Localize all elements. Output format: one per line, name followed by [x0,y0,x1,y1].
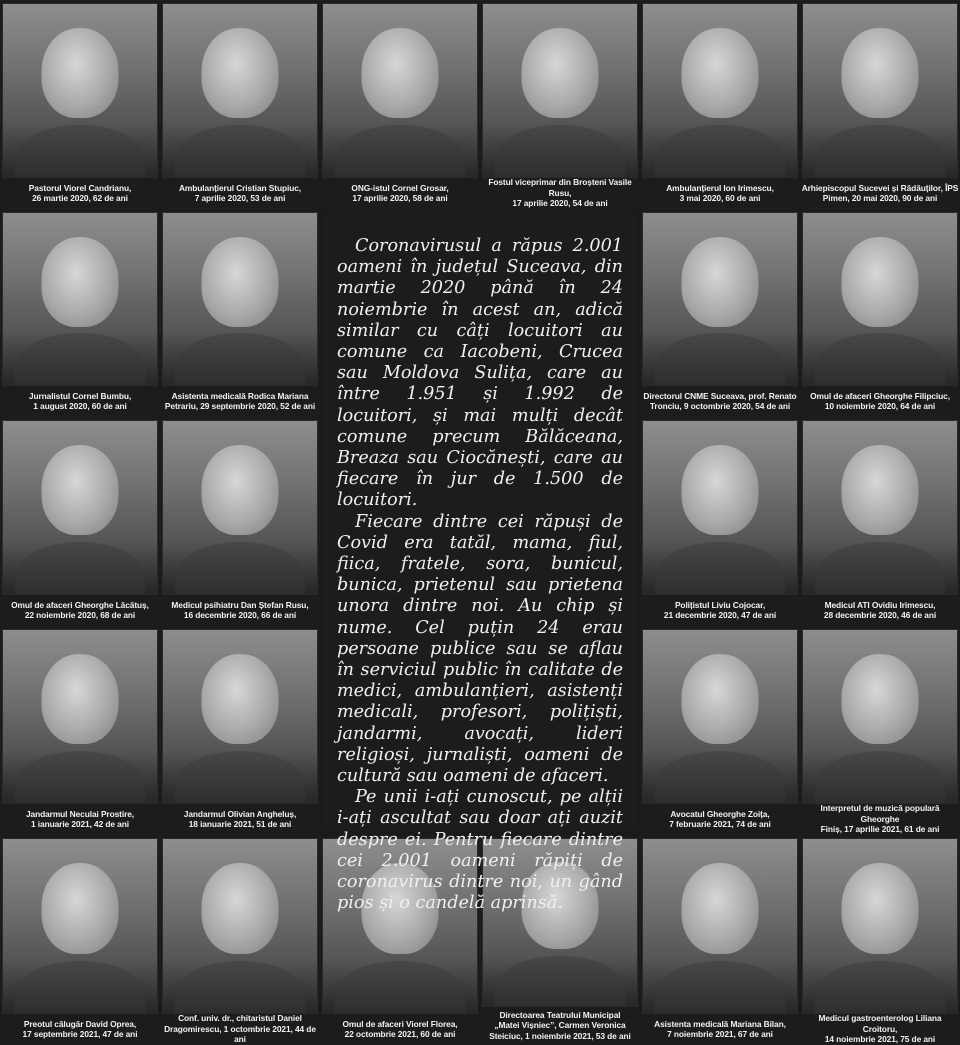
caption-line: Avocatul Gheorghe Zoița, [670,808,770,819]
caption-line: Polițistul Liviu Cojocar, [674,599,766,610]
portrait-caption [641,178,799,208]
caption-line: Jandarmul Olivian Angheluș, [183,808,297,819]
caption-line: 16 decembrie 2020, 66 de ani [183,610,297,620]
portrait-shade [643,542,797,594]
portrait-shade [163,542,317,594]
portrait-shade [163,961,317,1013]
portrait-caption [801,178,959,208]
portrait-card [480,0,640,209]
portrait-shade [803,333,957,385]
portrait-shade [163,333,317,385]
portrait-photo [162,838,318,1014]
portrait-head-shape [42,445,119,535]
portrait-photo [802,629,958,804]
portrait-card [0,417,160,626]
portrait-caption [481,178,639,208]
portrait-card [800,209,960,417]
portrait-head-shape [842,237,919,326]
portrait-card [640,835,800,1045]
portrait-card [800,417,960,626]
portrait-caption [1,386,159,416]
caption-line: 14 noiembrie 2021, 75 de ani [824,1034,936,1045]
portrait-shade [3,125,157,177]
caption-line: ONG-istul Cornel Grosar, [351,182,449,193]
portrait-shade [483,956,637,1006]
portrait-caption [161,386,319,416]
portrait-photo [322,3,478,178]
portrait-caption [641,386,799,416]
caption-line: 7 aprilie 2020, 53 de ani [194,193,286,203]
portrait-shade [803,542,957,594]
memorial-paragraph: Coronavirusul a răpus 2.001 oameni în județul Suceava, din martie 2020 până în 24 noiembrie în acest an, adică similar cu câți locuitori au comune ca Iacobeni, Crucea sau Moldova Sulița, care au între 1.951 și 1.992 de locuitori, și mai mulți decât comune precum Bălăceana, Breaza sau Ciocănești, care au fiecare în jur de 1.500 de locuitori. [337,236,623,511]
portrait-photo [802,838,958,1014]
caption-line: 21 decembrie 2020, 47 de ani [663,610,777,620]
memorial-text-block [323,212,637,914]
portrait-head-shape [842,654,919,744]
portrait-shade [803,751,957,803]
portrait-card [160,626,320,835]
portrait-caption [1,178,159,208]
portrait-caption [641,1014,799,1044]
portrait-caption [641,595,799,625]
caption-line: Directoarea Teatrului Municipal [499,1009,621,1020]
caption-line: Tronciu, 9 octombrie 2020, 54 de ani [649,401,791,411]
caption-line: Finiș, 17 aprilie 2021, 61 de ani [820,824,940,835]
portrait-caption [801,386,959,416]
caption-line: Omul de afaceri Gheorghe Lăcătuș, [11,599,149,610]
portrait-photo [642,838,798,1014]
portrait-shade [323,961,477,1013]
portrait-head-shape [202,654,279,744]
portrait-shade [3,961,157,1013]
portrait-photo [642,629,798,804]
caption-line: 17 aprilie 2020, 58 de ani [352,193,448,203]
portrait-shade [643,333,797,385]
portrait-photo [162,629,318,804]
portrait-card [800,626,960,835]
portrait-card [320,0,480,209]
caption-line: 18 ianuarie 2021, 51 de ani [188,819,292,829]
portrait-card [0,209,160,417]
portrait-caption [161,1014,319,1044]
portrait-shade [163,751,317,803]
caption-line: Conf. univ. dr., chitaristul Daniel [178,1013,302,1024]
portrait-caption [1,1014,159,1044]
caption-line: 17 aprilie 2020, 54 de ani [512,198,608,209]
caption-line: Pimen, 20 mai 2020, 90 de ani [822,193,938,203]
portrait-card [0,835,160,1045]
portrait-head-shape [842,28,919,118]
caption-line: 26 martie 2020, 62 de ani [32,193,128,203]
portrait-head-shape [202,445,279,535]
portrait-card [0,626,160,835]
portrait-head-shape [842,863,919,953]
portrait-head-shape [202,237,279,326]
portrait-photo [642,212,798,386]
portrait-shade [483,125,637,177]
caption-line: Interpretul de muzică populară Gheorghe [820,803,940,824]
portrait-card [0,0,160,209]
portrait-card [640,0,800,209]
caption-line: Pastorul Viorel Candrianu, [28,182,132,193]
portrait-caption [801,595,959,625]
portrait-caption [161,178,319,208]
portrait-card [800,0,960,209]
portrait-shade [803,961,957,1013]
caption-line: 3 mai 2020, 60 de ani [679,193,761,203]
portrait-caption [161,595,319,625]
portrait-head-shape [202,28,279,118]
portrait-photo [2,3,158,178]
portrait-caption [801,1014,959,1044]
portrait-card [160,417,320,626]
portrait-head-shape [202,863,279,953]
portrait-shade [643,751,797,803]
portrait-caption [1,595,159,625]
portrait-card [640,209,800,417]
caption-line: Dragomirescu, 1 octombrie 2021, 44 de ani [164,1023,316,1045]
caption-line: Jandarmul Neculai Prostire, [25,808,135,819]
caption-line: 22 octombrie 2021, 60 de ani [344,1029,456,1039]
portrait-photo [802,420,958,595]
portrait-shade [163,125,317,177]
portrait-shade [643,125,797,177]
portrait-shade [803,125,957,177]
portrait-caption [801,804,959,834]
caption-line: Steiciuc, 1 noiembrie 2021, 53 de ani [489,1030,631,1041]
portrait-caption [641,804,799,834]
portrait-card [800,835,960,1045]
caption-line: 7 februarie 2021, 74 de ani [669,819,771,829]
portrait-photo [482,3,638,178]
portrait-photo [2,212,158,386]
caption-line: „Matei Vișniec”, Carmen Veronica [494,1020,626,1031]
portrait-caption [481,1007,639,1044]
portrait-photo [2,420,158,595]
memorial-paragraph: Pe unii i-ați cunoscut, pe alții i-ați ascultat sau doar ați auzit despre ei. Pentru fiecare dintre cei 2.001 oameni răpiți de coronavirus dintre noi, un gând pios și o candelă aprinsă. [337,787,623,914]
portrait-caption [161,804,319,834]
portrait-caption [321,178,479,208]
caption-line: Medicul ATI Ovidiu Irimescu, [824,599,936,610]
portrait-photo [802,3,958,178]
caption-line: 17 septembrie 2021, 47 de ani [22,1029,138,1039]
caption-line: Petrariu, 29 septembrie 2020, 52 de ani [164,401,316,411]
portrait-photo [802,212,958,386]
portrait-card [640,417,800,626]
caption-line: Medicul psihiatru Dan Ștefan Rusu, [171,599,309,610]
portrait-shade [323,125,477,177]
portrait-photo [162,3,318,178]
caption-line: Directorul CNME Suceava, prof. Renato [643,390,797,401]
portrait-card [160,0,320,209]
portrait-photo [642,3,798,178]
caption-line: Arhiepiscopul Sucevei și Rădăuților, ÎPS [801,182,959,193]
caption-line: Asistenta medicală Mariana Bilan, [654,1018,786,1029]
portrait-head-shape [842,445,919,535]
portrait-card [160,835,320,1045]
caption-line: 1 ianuarie 2021, 42 de ani [31,819,129,829]
memorial-paragraph: Fiecare dintre cei răpuși de Covid era tatăl, mama, fiul, fiica, fratele, sora, bunicul, bunica, prietenul sau prietena unora dintre noi. Au chip și nume. Cel puțin 24 erau persoane publice sau se aflau în serviciul public în calitate de medici, ambulanțieri, asistenți medicali, profesori, polițiști, jandarmi, avocați, lideri religioși, jurnaliști, oameni de cultură sau oameni de afaceri. [337,511,623,787]
portrait-shade [3,542,157,594]
portrait-head-shape [522,28,599,118]
portrait-caption [321,1014,479,1044]
portrait-shade [3,333,157,385]
caption-line: Omul de afaceri Viorel Florea, [342,1018,458,1029]
portrait-head-shape [682,654,759,744]
caption-line: 22 noiembrie 2020, 68 de ani [24,610,136,620]
portrait-photo [642,420,798,595]
caption-line: 1 august 2020, 60 de ani [33,401,127,411]
portrait-shade [643,961,797,1013]
portrait-card [160,209,320,417]
portrait-photo [162,212,318,386]
caption-line: Preotul călugăr David Oprea, [23,1018,137,1029]
caption-line: Ambulanțierul Cristian Stupiuc, [178,182,302,193]
portrait-card [640,626,800,835]
portrait-photo [162,420,318,595]
portrait-head-shape [682,863,759,953]
portrait-caption [1,804,159,834]
portrait-head-shape [42,28,119,118]
caption-line: Medicul gastroenterolog Liliana Croitoru, [818,1013,942,1034]
caption-line: 10 noiembrie 2020, 64 de ani [824,401,936,411]
portrait-shade [3,751,157,803]
portrait-head-shape [42,654,119,744]
caption-line: Fostul viceprimar din Broșteni Vasile Rusu, [488,177,632,198]
portrait-head-shape [682,28,759,118]
portrait-head-shape [42,237,119,326]
portrait-head-shape [682,445,759,535]
caption-line: Jurnalistul Cornel Bumbu, [28,390,132,401]
portrait-head-shape [682,237,759,326]
portrait-photo [2,838,158,1014]
caption-line: Omul de afaceri Gheorghe Filipciuc, [810,390,950,401]
caption-line: Ambulanțierul Ion Irimescu, [666,182,774,193]
caption-line: 28 decembrie 2020, 46 de ani [823,610,937,620]
portrait-head-shape [42,863,119,953]
portrait-photo [2,629,158,804]
caption-line: 7 noiembrie 2021, 67 de ani [667,1029,773,1039]
portrait-head-shape [362,28,439,118]
caption-line: Asistenta medicală Rodica Mariana [171,390,309,401]
